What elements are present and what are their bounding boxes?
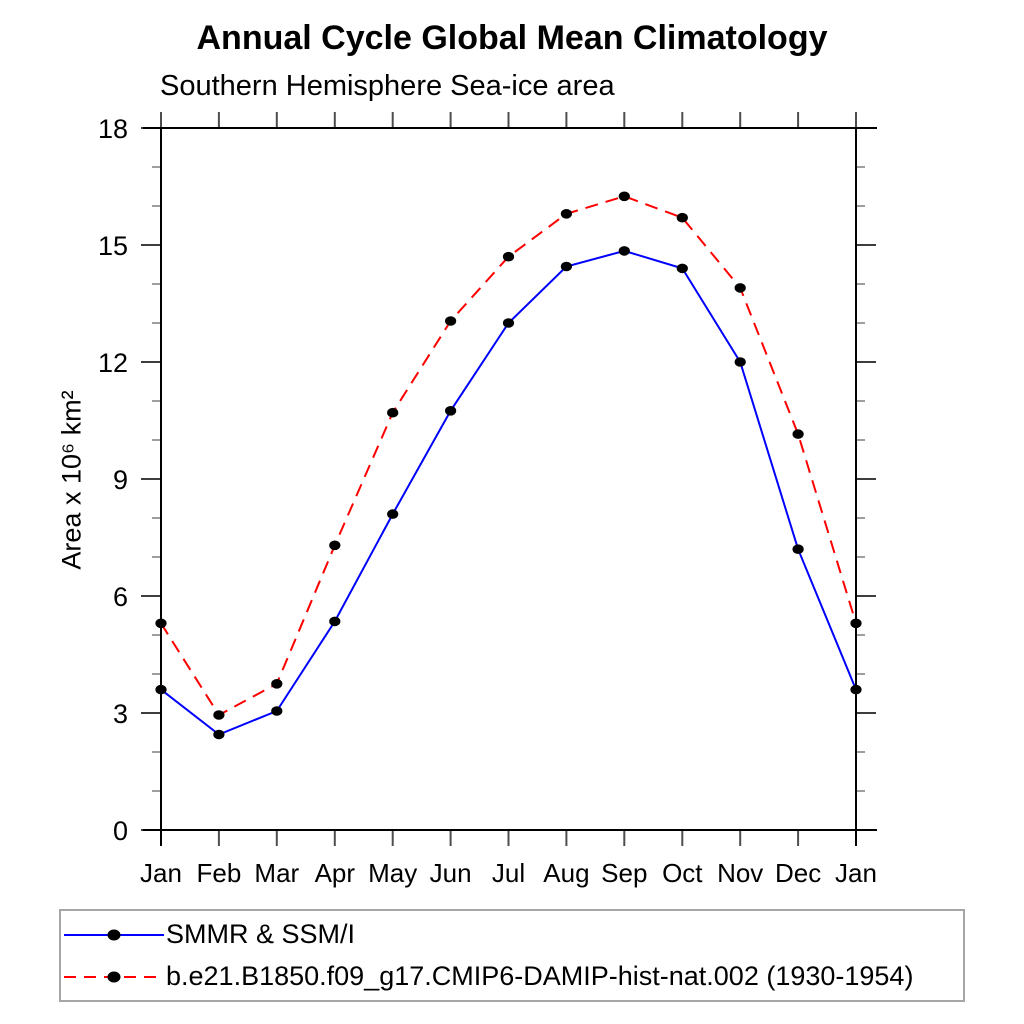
- y-tick-label: 15: [97, 231, 128, 261]
- data-point: [735, 357, 746, 367]
- data-point: [793, 544, 804, 554]
- x-tick-label: Mar: [254, 858, 300, 888]
- x-tick-label: Jul: [491, 858, 526, 888]
- legend: [59, 909, 965, 1002]
- data-point: [387, 408, 398, 418]
- data-point: [445, 406, 456, 416]
- y-tick-label: 18: [97, 114, 128, 144]
- y-tick-label: 9: [112, 465, 128, 495]
- data-point: [503, 252, 514, 262]
- legend-marker-dot: [108, 971, 121, 982]
- data-point: [850, 685, 861, 695]
- x-tick-label: Jun: [429, 858, 472, 888]
- data-point: [850, 619, 861, 629]
- data-point: [329, 541, 340, 551]
- legend-sample: [64, 914, 164, 956]
- data-point: [271, 679, 282, 689]
- x-tick-label: Jan: [140, 858, 182, 888]
- x-tick-label: Nov: [717, 858, 764, 888]
- data-point: [213, 710, 224, 720]
- x-tick-label: Feb: [196, 858, 242, 888]
- data-point: [155, 685, 166, 695]
- x-tick-label: Sep: [601, 858, 648, 888]
- y-tick-label: 0: [112, 816, 128, 846]
- x-tick-label: Oct: [662, 858, 703, 888]
- data-point: [561, 262, 572, 272]
- y-tick-label: 12: [97, 348, 128, 378]
- data-point: [619, 246, 630, 256]
- y-tick-label: 6: [112, 582, 128, 612]
- legend-marker-dot: [108, 929, 121, 940]
- y-axis-title: Area x 10⁶ km²: [56, 390, 87, 570]
- data-point: [271, 706, 282, 716]
- legend-item-model: [64, 956, 963, 998]
- data-point: [503, 318, 514, 328]
- data-point: [445, 316, 456, 326]
- y-tick-label: 3: [112, 699, 128, 729]
- data-point: [155, 619, 166, 629]
- legend-label: SMMR & SSM/I: [166, 919, 356, 949]
- data-point: [387, 509, 398, 519]
- data-point: [677, 213, 688, 223]
- x-tick-label: Dec: [774, 858, 822, 888]
- series-line-1: [161, 196, 856, 715]
- data-point: [677, 264, 688, 274]
- x-tick-label: Aug: [543, 858, 590, 888]
- x-tick-label: Jan: [835, 858, 877, 888]
- chart-subtitle: Southern Hemisphere Sea-ice area: [160, 70, 615, 102]
- legend-sample: [64, 956, 164, 998]
- data-point: [619, 192, 630, 202]
- legend-label: b.e21.B1850.f09_g17.CMIP6-DAMIP-hist-nat.002 (1930-1954): [166, 961, 914, 991]
- data-point: [735, 283, 746, 293]
- data-point: [329, 617, 340, 627]
- legend-item-smmr: [64, 914, 963, 956]
- chart-title: Annual Cycle Global Mean Climatology: [196, 19, 828, 57]
- x-tick-label: Apr: [314, 858, 356, 888]
- x-tick-label: May: [368, 858, 418, 888]
- data-point: [561, 209, 572, 219]
- data-point: [213, 730, 224, 740]
- data-point: [793, 429, 804, 439]
